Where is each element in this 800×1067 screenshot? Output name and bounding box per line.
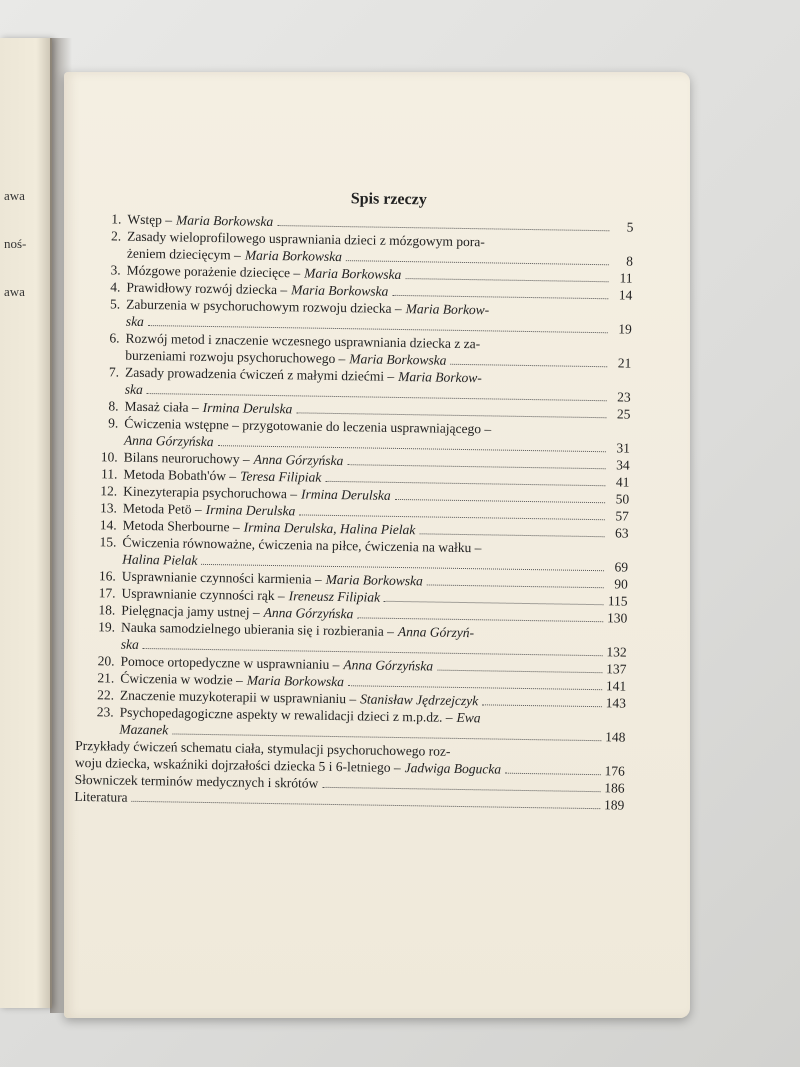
entry-author: Anna Górzyńska: [123, 432, 214, 450]
entry-title: Kinezyterapia psychoruchowa –: [123, 483, 298, 502]
entry-author: ska: [120, 636, 139, 652]
entry-title: Nauka samodzielnego ubierania się i rozbierania –: [120, 619, 395, 639]
entry-title: Usprawnianie czynności rąk –: [121, 585, 285, 604]
dot-leader: [437, 669, 602, 674]
entry-title: Bilans neuroruchowy –: [123, 449, 250, 467]
entry-author: Maria Borkowska: [246, 672, 345, 690]
dot-leader: [482, 703, 602, 707]
entry-page-number: 143: [605, 695, 627, 711]
dot-leader: [392, 294, 608, 299]
entry-author: Mazanek: [119, 721, 169, 738]
dot-leader: [395, 498, 605, 503]
dot-leader: [384, 600, 604, 605]
entry-title-continued: burzeniami rozwoju psychoruchowego –: [125, 347, 346, 367]
entry-title: Zasady wieloprofilowego usprawniania dzieci z mózgowym pora-: [127, 228, 485, 250]
entry-author: Irmina Derulska: [301, 486, 391, 503]
entry-number: 9.: [108, 415, 119, 431]
entry-title: Pomoce ortopedyczne w usprawnianiu –: [120, 653, 340, 673]
dot-leader: [405, 277, 608, 282]
toc-entries: [74, 210, 634, 813]
entry-author: Maria Borkowska: [175, 212, 274, 229]
entry-author: Stanisław Jędrzejczyk: [360, 691, 479, 709]
entry-number: 12.: [100, 483, 118, 499]
dot-leader: [357, 616, 603, 622]
entry-title-continued: woju dziecka, wskaźniki dojrzałości dziecka 5 i 6-letniego –: [74, 754, 401, 776]
entry-page-number: 63: [614, 525, 629, 541]
entry-page-number: 14: [618, 287, 633, 303]
entry-author: Anna Górzyń-: [397, 623, 475, 641]
entry-author: Halina Pielak: [122, 551, 198, 568]
entry-page-number: 137: [606, 661, 627, 677]
entry-page-number: 189: [603, 797, 625, 813]
entry-page-number: 5: [626, 219, 634, 235]
facing-page: [0, 38, 52, 1008]
entry-page-number: 130: [606, 610, 628, 626]
facing-page-text: noś-: [4, 236, 27, 251]
dot-leader: [450, 363, 607, 367]
entry-title: Znaczenie muzykoterapii w usprawnianiu –: [119, 687, 357, 707]
entry-number: 22.: [97, 687, 115, 703]
dot-leader: [419, 532, 604, 537]
facing-page-text: awa: [4, 284, 25, 299]
dot-leader: [132, 800, 601, 809]
entry-title: Rozwój metod i znaczenie wczesnego usprawniania dziecka z za-: [125, 330, 481, 352]
toc-title: Spis rzeczy: [350, 190, 427, 209]
entry-author: Anna Górzyńska: [253, 451, 344, 469]
entry-page-number: 21: [617, 355, 632, 371]
entry-author: Anna Górzyńska: [263, 604, 354, 622]
entry-author: Ireneusz Filipiak: [288, 588, 381, 605]
entry-number: 2.: [110, 228, 122, 244]
entry-number: 19.: [98, 619, 116, 635]
entry-author: Maria Borkow-: [398, 368, 482, 386]
entry-page-number: 69: [614, 559, 629, 575]
entry-title: Ćwiczenia wstępne – przygotowanie do leczenia usprawniającego –: [124, 415, 492, 437]
entry-page-number: 176: [604, 763, 625, 779]
entry-number: 3.: [110, 262, 121, 278]
entry-author: Maria Borkow-: [405, 301, 490, 318]
entry-title: Masaż ciała –: [124, 398, 199, 415]
entry-title: Literatura: [74, 788, 128, 805]
entry-number: 18.: [98, 602, 116, 618]
entry-number: 10.: [100, 449, 118, 465]
entry-page-number: 115: [607, 593, 628, 609]
entry-page-number: 11: [619, 270, 633, 286]
entry-number: 20.: [97, 653, 115, 669]
entry-author: Anna Górzyńska: [343, 657, 434, 674]
entry-page-number: 8: [626, 253, 634, 269]
entry-page-number: 90: [614, 576, 628, 592]
entry-author: Maria Borkowska: [291, 282, 389, 299]
entry-number: 6.: [109, 330, 120, 346]
entry-page-number: 50: [615, 491, 630, 507]
dot-leader: [322, 786, 600, 792]
entry-title: Pielęgnacja jamy ustnej –: [121, 602, 260, 620]
entry-number: 4.: [110, 279, 121, 295]
entry-number: 11.: [100, 466, 118, 482]
entry-title: Zasady prowadzenia ćwiczeń z małymi dziećmi –: [124, 364, 395, 384]
entry-page-number: 23: [617, 389, 631, 405]
entry-title: Metoda Bobath'ów –: [123, 466, 237, 484]
entry-page-number: 132: [606, 644, 627, 660]
entry-number: 5.: [109, 296, 121, 312]
entry-number: 14.: [99, 517, 117, 533]
entry-number: 16.: [98, 568, 116, 584]
dot-leader: [347, 463, 605, 469]
entry-number: 17.: [98, 585, 116, 601]
entry-title-continued: żeniem dziecięcym –: [126, 245, 242, 263]
entry-number: 8.: [108, 398, 119, 414]
entry-number: 1.: [111, 211, 122, 227]
entry-author: Maria Borkowska: [304, 265, 402, 282]
entry-title: Słowniczek terminów medycznych i skrótów: [74, 771, 319, 791]
table-of-contents: [74, 186, 634, 813]
entry-author: Irmina Derulska, Halina Pielak: [243, 519, 416, 538]
entry-title: Przykłady ćwiczeń schematu ciała, stymulacji psychoruchowego roz-: [75, 737, 451, 759]
entry-page-number: 148: [605, 729, 626, 745]
entry-title: Metoda Petö –: [122, 500, 202, 517]
entry-author: Ewa: [456, 709, 481, 726]
entry-title: Metoda Sherbourne –: [122, 517, 240, 535]
entry-page-number: 186: [604, 780, 625, 796]
entry-page-number: 31: [616, 440, 631, 456]
entry-page-number: 19: [618, 321, 632, 337]
entry-title: Wstęp –: [127, 211, 173, 228]
entry-page-number: 57: [615, 508, 630, 524]
entry-page-number: 25: [616, 406, 631, 422]
dot-leader: [325, 480, 605, 486]
entry-number: 7.: [108, 364, 120, 380]
entry-author: Teresa Filipiak: [240, 468, 322, 485]
entry-page-number: 34: [616, 457, 630, 473]
entry-number: 21.: [97, 670, 115, 686]
entry-title: Ćwiczenia równoważne, ćwiczenia na piłce, ćwiczenia na wałku –: [122, 534, 482, 556]
entry-author: Irmina Derulska: [202, 399, 293, 417]
entry-author: Irmina Derulska: [205, 501, 296, 519]
book-page: [64, 72, 690, 1018]
entry-number: 15.: [99, 534, 117, 550]
dot-leader: [348, 684, 602, 690]
entry-number: 13.: [99, 500, 118, 516]
entry-author: Maria Borkowska: [325, 571, 423, 589]
entry-title: Prawidłowy rozwój dziecka –: [126, 279, 288, 298]
entry-title: Mózgowe porażenie dziecięce –: [126, 262, 301, 281]
entry-title: Zaburzenia w psychoruchowym rozwoju dziecka –: [126, 296, 402, 317]
dot-leader: [346, 259, 609, 265]
facing-page-text: awa: [4, 188, 25, 203]
entry-author: Maria Borkowska: [349, 351, 447, 368]
entry-author: ska: [124, 381, 143, 397]
entry-title: Psychopedagogiczne aspekty w rewalidacji dzieci z m.p.dz. –: [119, 704, 453, 725]
entry-author: Maria Borkowska: [244, 247, 343, 265]
entry-page-number: 41: [615, 474, 630, 490]
entry-number: 23.: [96, 704, 114, 720]
entry-title: Ćwiczenia w wodzie –: [120, 670, 243, 688]
entry-author: ska: [125, 313, 144, 329]
entry-title: Usprawnianie czynności karmienia –: [121, 568, 322, 587]
entry-page-number: 141: [605, 678, 627, 694]
entry-author: Jadwiga Bogucka: [404, 760, 502, 777]
dot-leader: [427, 583, 604, 588]
